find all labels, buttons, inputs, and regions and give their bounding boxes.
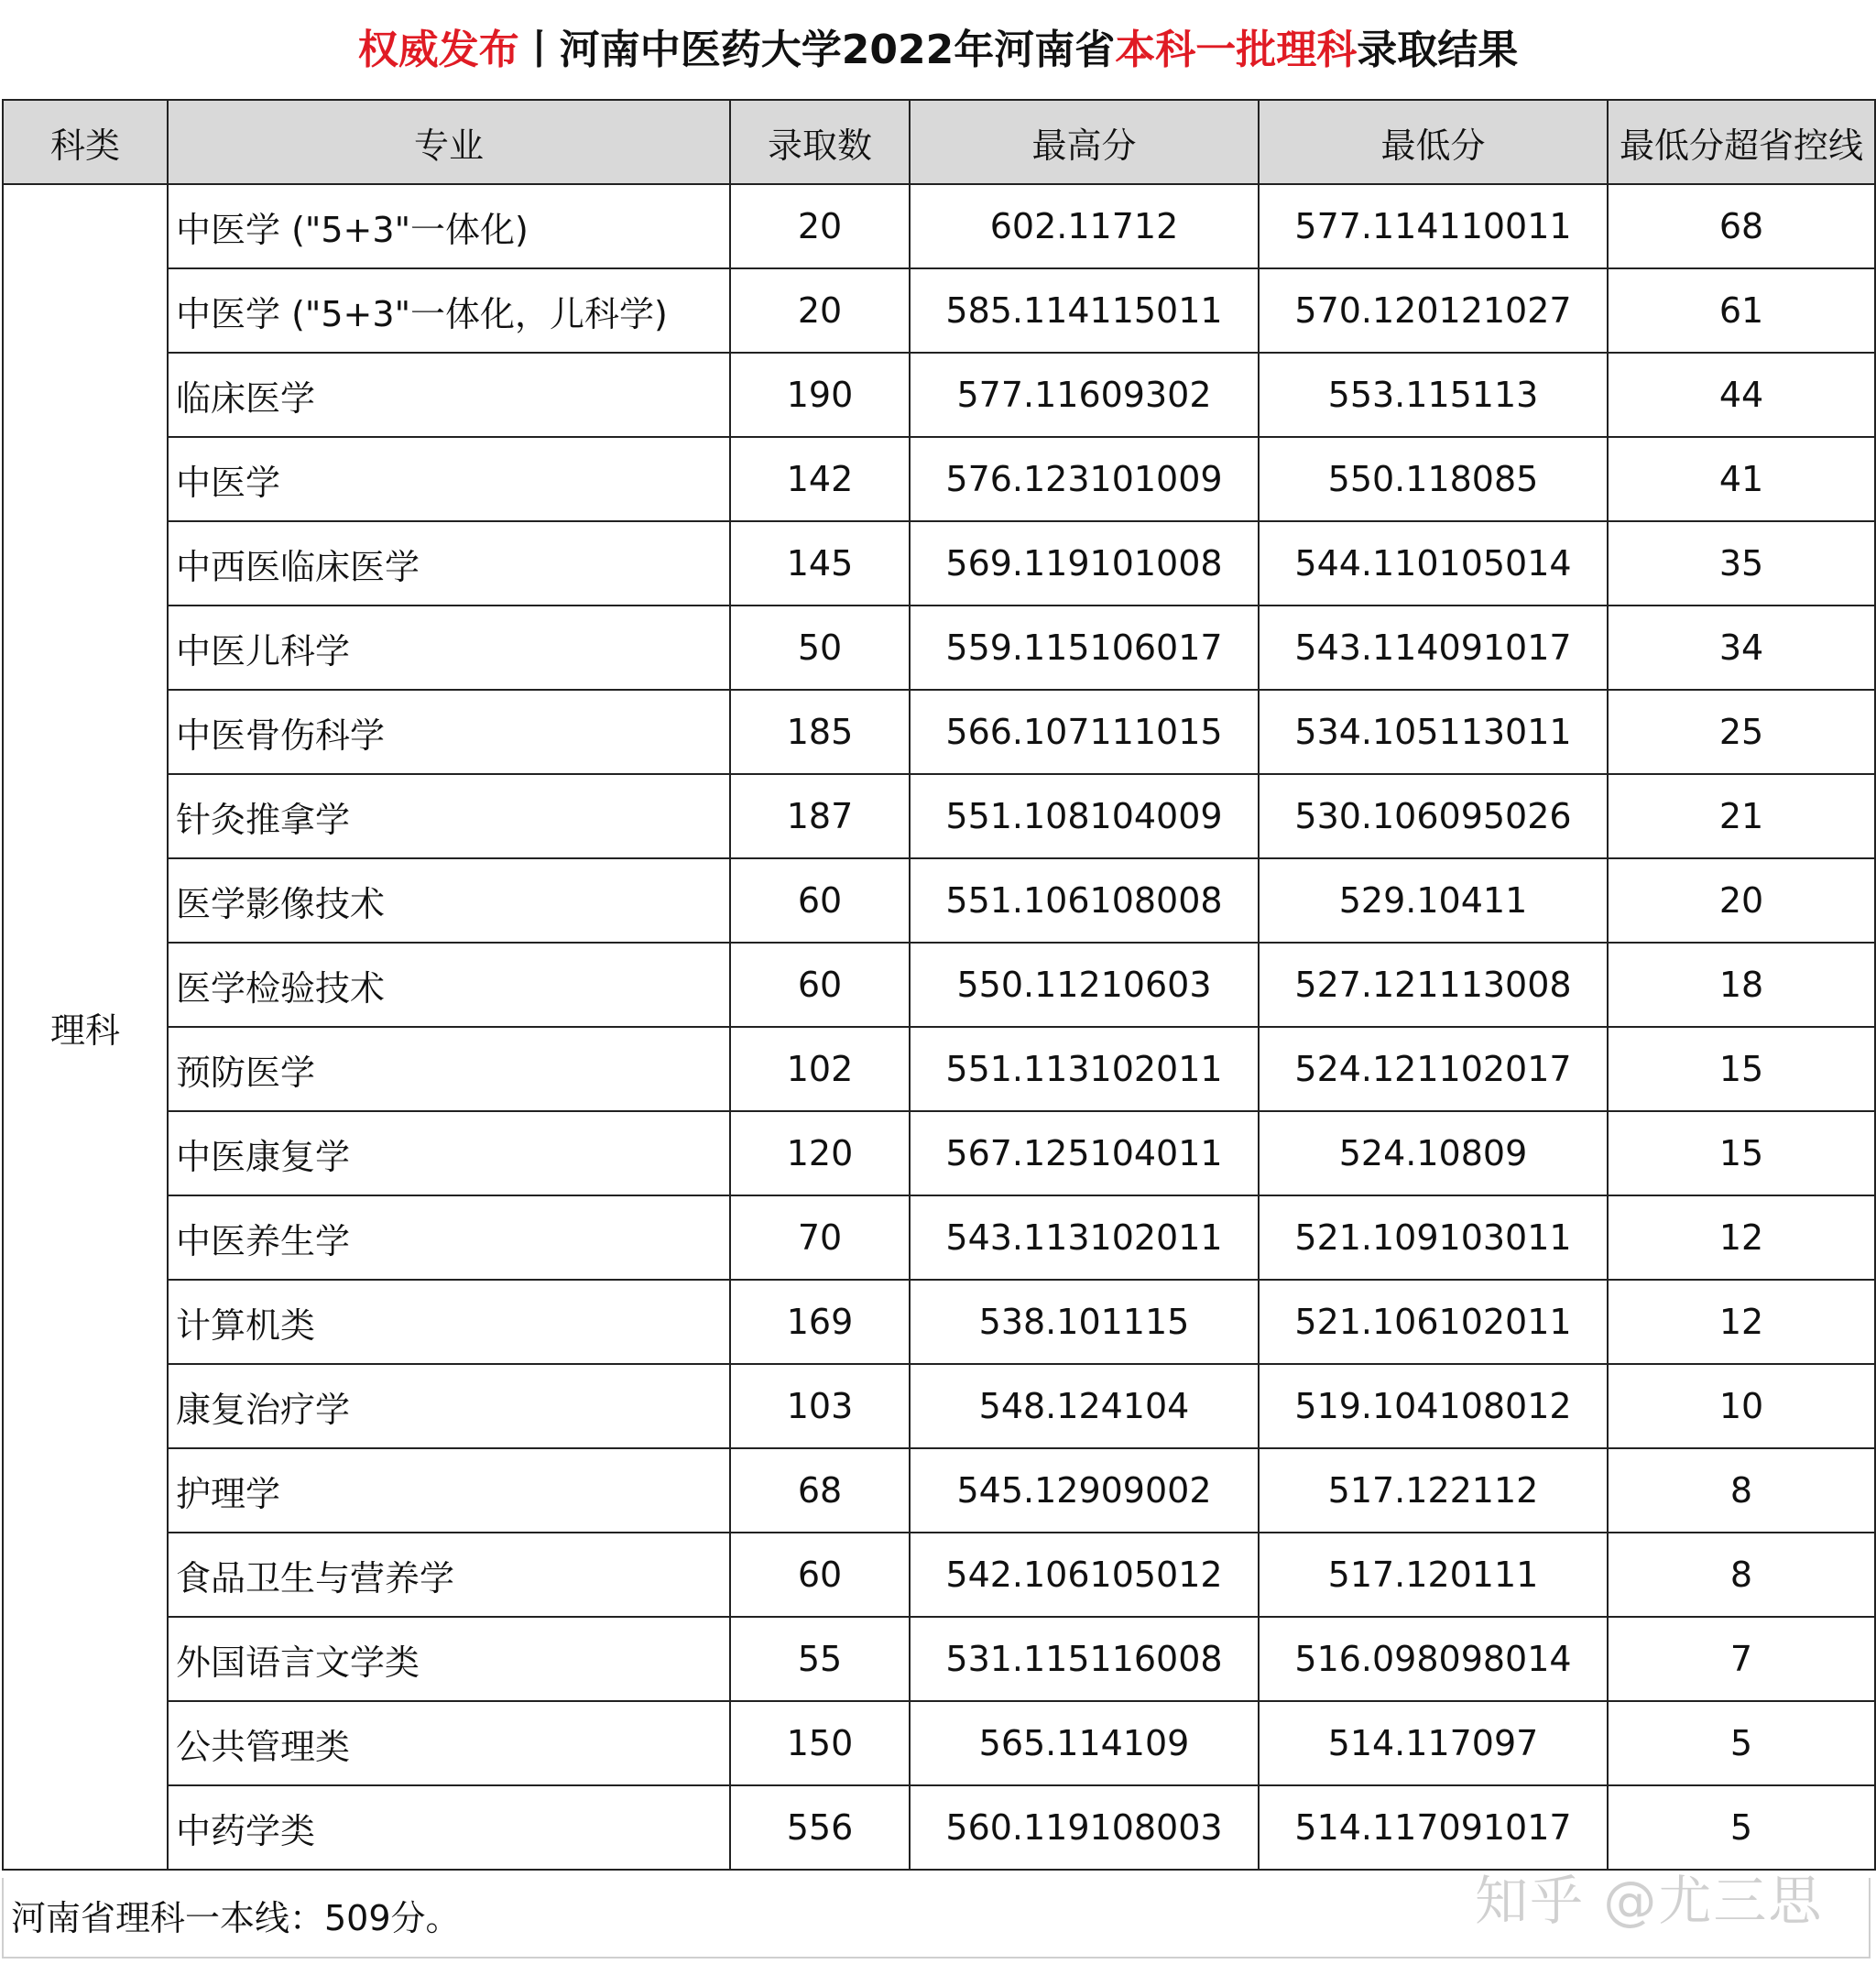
count-cell: 190 xyxy=(730,353,910,437)
major-cell: 中西医临床医学 xyxy=(168,521,730,606)
table-row xyxy=(3,268,1875,353)
count-cell: 60 xyxy=(730,1533,910,1617)
min-score-cell: 517.122112 xyxy=(1259,1448,1608,1533)
above-line-cell: 12 xyxy=(1608,1195,1875,1280)
max-score-cell: 542.106105012 xyxy=(910,1533,1259,1617)
table-row xyxy=(3,1280,1875,1364)
above-line-cell: 20 xyxy=(1608,858,1875,943)
count-cell: 150 xyxy=(730,1701,910,1785)
count-cell: 60 xyxy=(730,858,910,943)
max-score-cell: 550.11210603 xyxy=(910,943,1259,1027)
min-score-cell: 527.121113008 xyxy=(1259,943,1608,1027)
admission-table xyxy=(2,99,1876,1871)
watermark: 知乎 @尤三思 xyxy=(1475,1870,1824,1932)
max-score-cell: 567.125104011 xyxy=(910,1111,1259,1195)
max-score-cell: 602.11712 xyxy=(910,184,1259,268)
count-cell: 60 xyxy=(730,943,910,1027)
count-cell: 120 xyxy=(730,1111,910,1195)
max-score-cell: 531.115116008 xyxy=(910,1617,1259,1701)
table-row xyxy=(3,1195,1875,1280)
max-score-cell: 577.11609302 xyxy=(910,353,1259,437)
header-category: 科类 xyxy=(3,100,168,184)
table-row xyxy=(3,1701,1875,1785)
table-row xyxy=(3,1027,1875,1111)
above-line-cell: 35 xyxy=(1608,521,1875,606)
header-row xyxy=(3,100,1875,184)
min-score-cell: 529.10411 xyxy=(1259,858,1608,943)
min-score-cell: 514.117091017 xyxy=(1259,1785,1608,1870)
min-score-cell: 519.104108012 xyxy=(1259,1364,1608,1448)
header-max-score: 最高分 xyxy=(910,100,1259,184)
header-major: 专业 xyxy=(168,100,730,184)
major-cell: 中医学 ("5+3"一体化) xyxy=(168,184,730,268)
major-cell: 外国语言文学类 xyxy=(168,1617,730,1701)
above-line-cell: 15 xyxy=(1608,1027,1875,1111)
above-line-cell: 15 xyxy=(1608,1111,1875,1195)
count-cell: 55 xyxy=(730,1617,910,1701)
header-count: 录取数 xyxy=(730,100,910,184)
title-highlight-1: 权威发布 xyxy=(357,27,519,73)
min-score-cell: 570.120121027 xyxy=(1259,268,1608,353)
above-line-cell: 5 xyxy=(1608,1785,1875,1870)
max-score-cell: 551.113102011 xyxy=(910,1027,1259,1111)
table-row xyxy=(3,606,1875,690)
max-score-cell: 576.123101009 xyxy=(910,437,1259,521)
min-score-cell: 524.121102017 xyxy=(1259,1027,1608,1111)
count-cell: 169 xyxy=(730,1280,910,1364)
major-cell: 中医学 xyxy=(168,437,730,521)
major-cell: 医学检验技术 xyxy=(168,943,730,1027)
title-text-1: 丨河南中医药大学2022年河南省 xyxy=(518,27,1116,73)
count-cell: 556 xyxy=(730,1785,910,1870)
count-cell: 185 xyxy=(730,690,910,774)
header-min-score: 最低分 xyxy=(1259,100,1608,184)
count-cell: 102 xyxy=(730,1027,910,1111)
major-cell: 康复治疗学 xyxy=(168,1364,730,1448)
major-cell: 针灸推拿学 xyxy=(168,774,730,858)
major-cell: 护理学 xyxy=(168,1448,730,1533)
table-row xyxy=(3,184,1875,268)
max-score-cell: 548.124104 xyxy=(910,1364,1259,1448)
count-cell: 68 xyxy=(730,1448,910,1533)
count-cell: 187 xyxy=(730,774,910,858)
min-score-cell: 521.106102011 xyxy=(1259,1280,1608,1364)
min-score-cell: 521.109103011 xyxy=(1259,1195,1608,1280)
count-cell: 20 xyxy=(730,268,910,353)
above-line-cell: 41 xyxy=(1608,437,1875,521)
major-cell: 中药学类 xyxy=(168,1785,730,1870)
above-line-cell: 12 xyxy=(1608,1280,1875,1364)
major-cell: 医学影像技术 xyxy=(168,858,730,943)
max-score-cell: 565.114109 xyxy=(910,1701,1259,1785)
table-row xyxy=(3,521,1875,606)
table-row xyxy=(3,774,1875,858)
table-row xyxy=(3,1617,1875,1701)
table-row xyxy=(3,437,1875,521)
count-cell: 145 xyxy=(730,521,910,606)
count-cell: 50 xyxy=(730,606,910,690)
min-score-cell: 553.115113 xyxy=(1259,353,1608,437)
table-row xyxy=(3,1364,1875,1448)
above-line-cell: 8 xyxy=(1608,1533,1875,1617)
above-line-cell: 44 xyxy=(1608,353,1875,437)
above-line-cell: 7 xyxy=(1608,1617,1875,1701)
above-line-cell: 5 xyxy=(1608,1701,1875,1785)
min-score-cell: 544.110105014 xyxy=(1259,521,1608,606)
above-line-cell: 21 xyxy=(1608,774,1875,858)
table-row xyxy=(3,858,1875,943)
major-cell: 公共管理类 xyxy=(168,1701,730,1785)
min-score-cell: 517.120111 xyxy=(1259,1533,1608,1617)
major-cell: 中医骨伤科学 xyxy=(168,690,730,774)
min-score-cell: 524.10809 xyxy=(1259,1111,1608,1195)
above-line-cell: 34 xyxy=(1608,606,1875,690)
above-line-cell: 61 xyxy=(1608,268,1875,353)
count-cell: 103 xyxy=(730,1364,910,1448)
major-cell: 中医儿科学 xyxy=(168,606,730,690)
table-row xyxy=(3,690,1875,774)
max-score-cell: 551.106108008 xyxy=(910,858,1259,943)
min-score-cell: 534.105113011 xyxy=(1259,690,1608,774)
major-cell: 临床医学 xyxy=(168,353,730,437)
page-title xyxy=(0,20,1876,81)
count-cell: 20 xyxy=(730,184,910,268)
major-cell: 食品卫生与营养学 xyxy=(168,1533,730,1617)
table-row xyxy=(3,1448,1875,1533)
max-score-cell: 543.113102011 xyxy=(910,1195,1259,1280)
major-cell: 计算机类 xyxy=(168,1280,730,1364)
above-line-cell: 25 xyxy=(1608,690,1875,774)
min-score-cell: 516.098098014 xyxy=(1259,1617,1608,1701)
min-score-cell: 577.114110011 xyxy=(1259,184,1608,268)
above-line-cell: 10 xyxy=(1608,1364,1875,1448)
count-cell: 70 xyxy=(730,1195,910,1280)
above-line-cell: 8 xyxy=(1608,1448,1875,1533)
min-score-cell: 543.114091017 xyxy=(1259,606,1608,690)
max-score-cell: 551.108104009 xyxy=(910,774,1259,858)
above-line-cell: 68 xyxy=(1608,184,1875,268)
min-score-cell: 514.117097 xyxy=(1259,1701,1608,1785)
above-line-cell: 18 xyxy=(1608,943,1875,1027)
table-row xyxy=(3,1111,1875,1195)
title-highlight-2: 本科一批理科 xyxy=(1115,27,1358,73)
major-cell: 中医养生学 xyxy=(168,1195,730,1280)
category-cell: 理科 xyxy=(3,184,168,1870)
table-row xyxy=(3,353,1875,437)
max-score-cell: 545.12909002 xyxy=(910,1448,1259,1533)
max-score-cell: 538.101115 xyxy=(910,1280,1259,1364)
min-score-cell: 530.106095026 xyxy=(1259,774,1608,858)
major-cell: 预防医学 xyxy=(168,1027,730,1111)
max-score-cell: 585.114115011 xyxy=(910,268,1259,353)
table-row xyxy=(3,1533,1875,1617)
max-score-cell: 560.119108003 xyxy=(910,1785,1259,1870)
table-row xyxy=(3,943,1875,1027)
title-text-2: 录取结果 xyxy=(1357,27,1519,73)
max-score-cell: 569.119101008 xyxy=(910,521,1259,606)
header-above-line: 最低分超省控线 xyxy=(1608,100,1875,184)
max-score-cell: 559.115106017 xyxy=(910,606,1259,690)
max-score-cell: 566.107111015 xyxy=(910,690,1259,774)
min-score-cell: 550.118085 xyxy=(1259,437,1608,521)
footnote: 河南省理科一本线：509分。 xyxy=(2,1878,1871,1959)
major-cell: 中医学 ("5+3"一体化，儿科学) xyxy=(168,268,730,353)
major-cell: 中医康复学 xyxy=(168,1111,730,1195)
count-cell: 142 xyxy=(730,437,910,521)
